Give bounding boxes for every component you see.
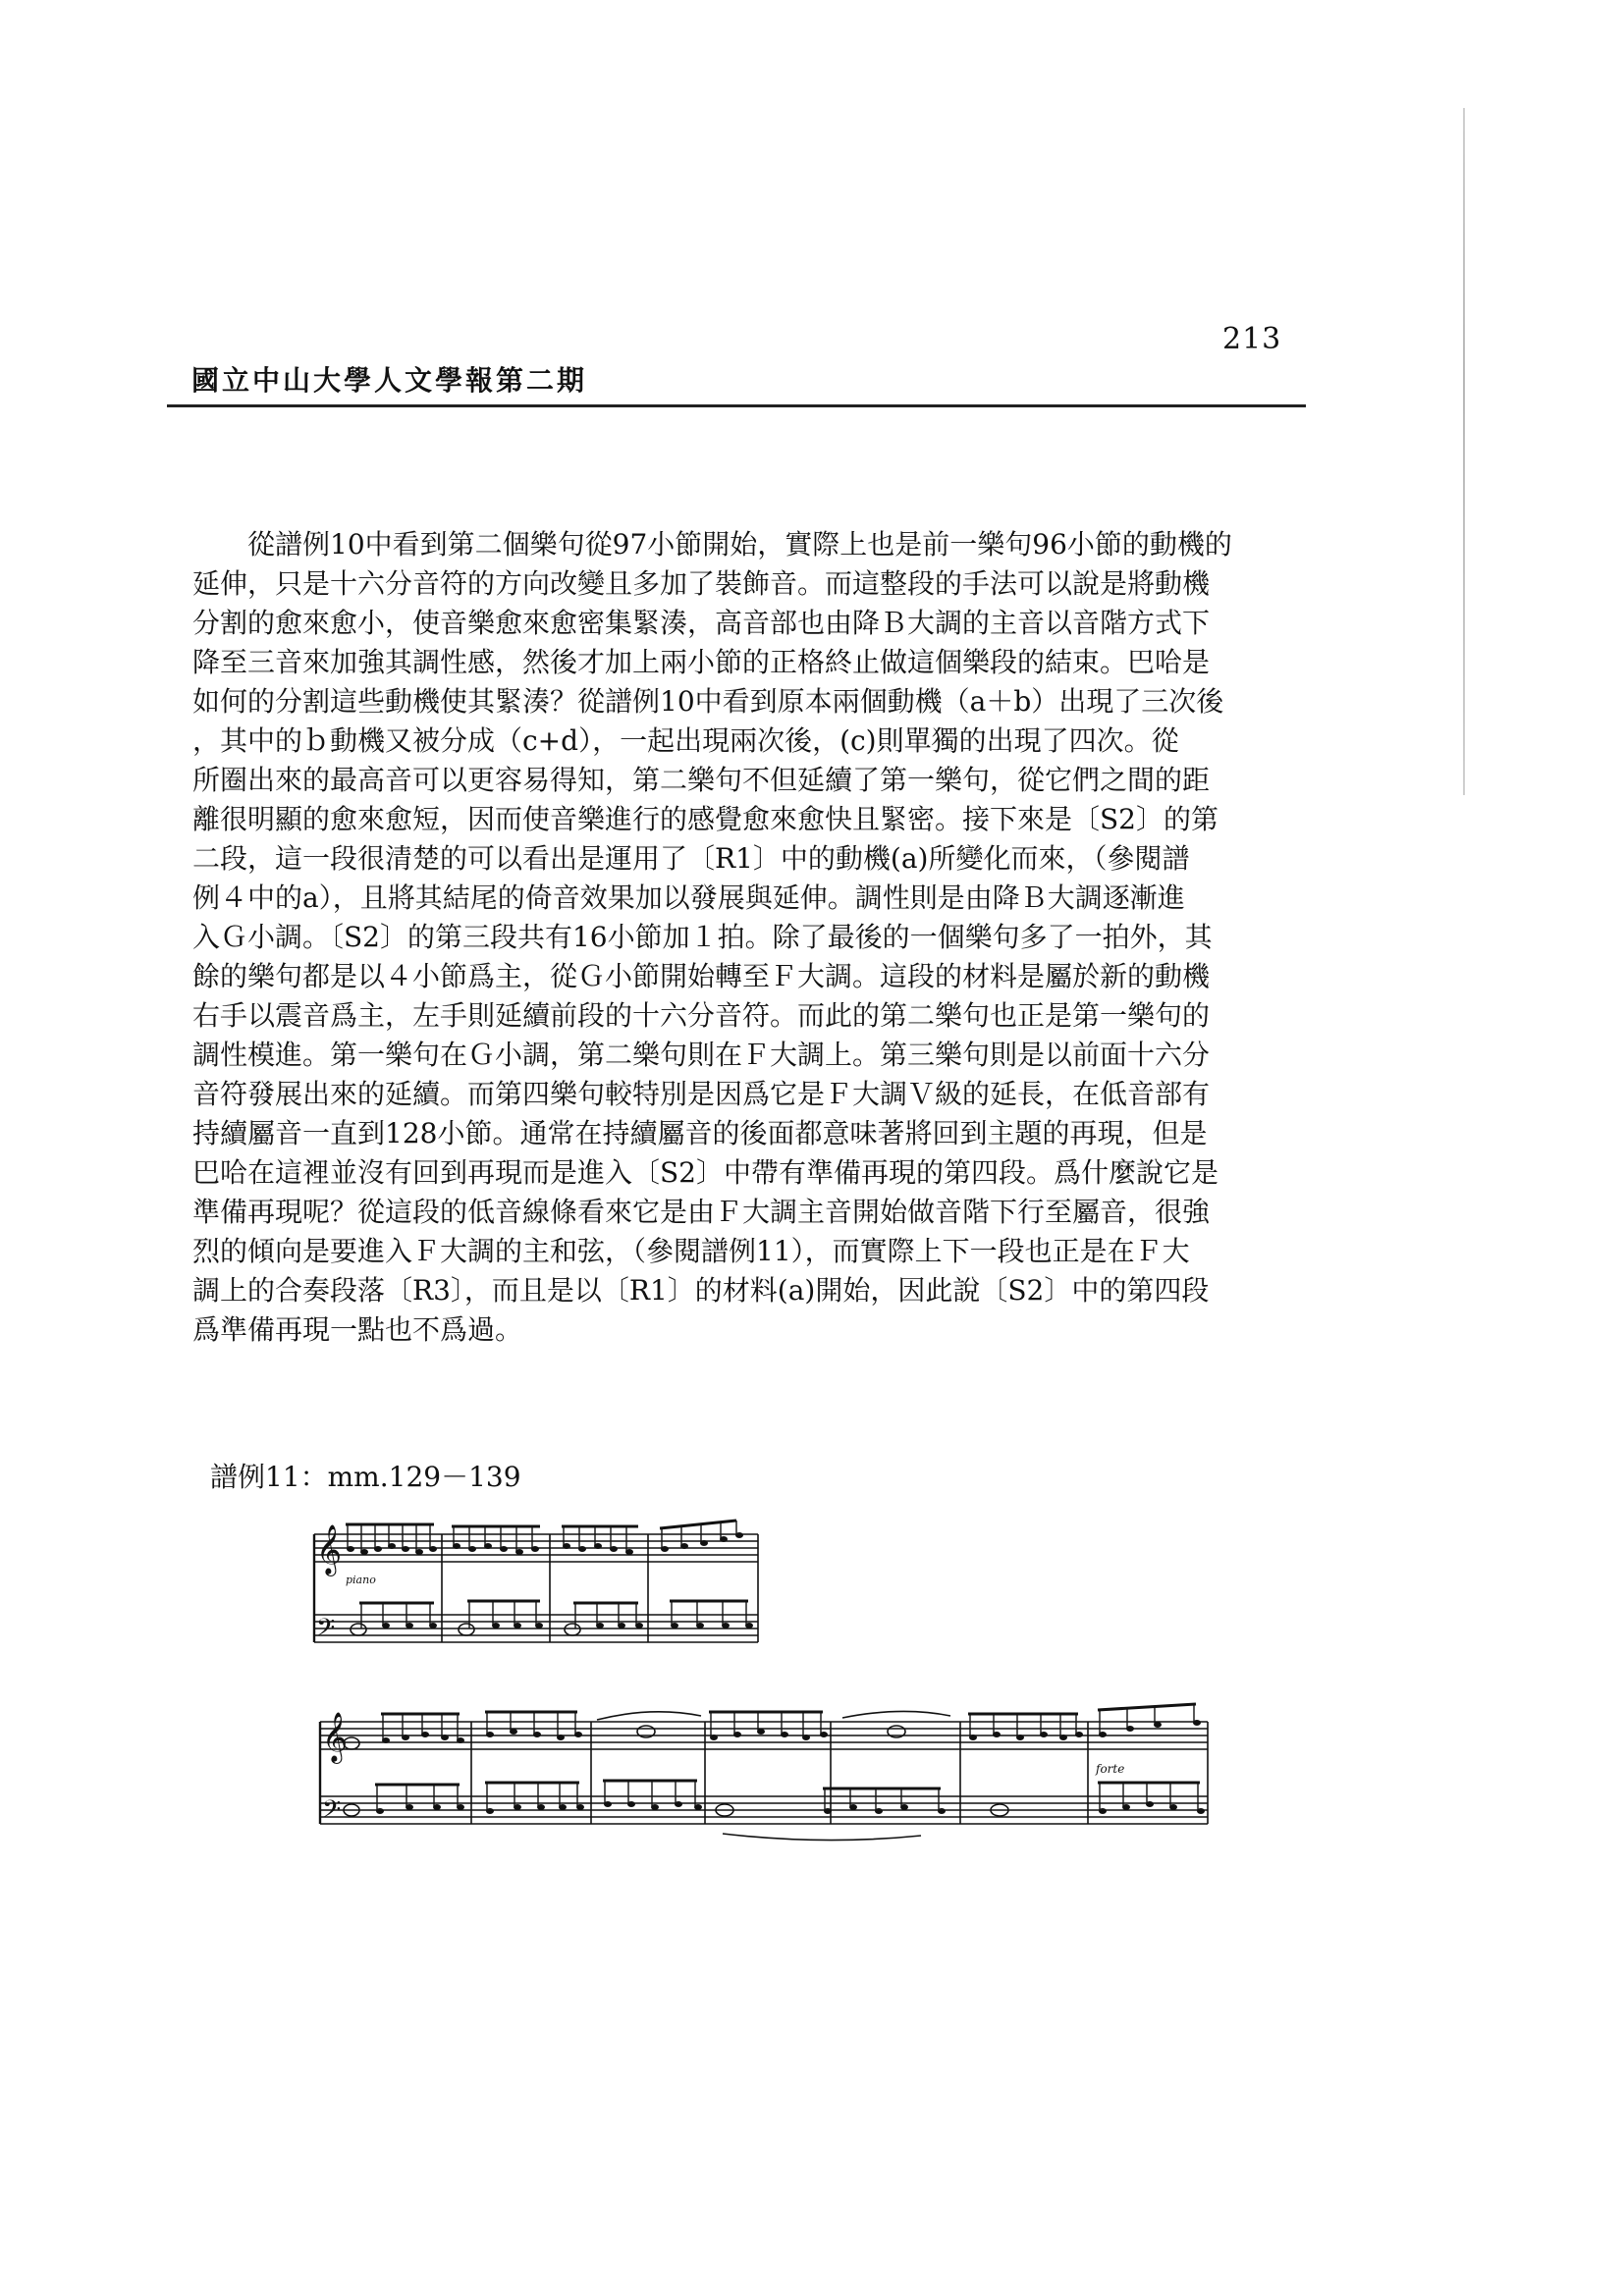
- body-line: 例４中的a），且將其結尾的倚音效果加以發展與延伸。調性則是由降Ｂ大調逐漸進: [192, 881, 1185, 914]
- body-line: 烈的傾向是要進入Ｆ大調的主和弦，（參閱譜例11），而實際上下一段也正是在Ｆ大: [192, 1235, 1190, 1267]
- music-example-system-2: [312, 1700, 1216, 1847]
- body-line: 巴哈在這裡並沒有回到再現而是進入〔S2〕中帶有準備再現的第四段。爲什麼說它是: [192, 1156, 1219, 1189]
- dynamic-piano: piano: [346, 1574, 376, 1586]
- svg-text:𝄞: 𝄞: [316, 1524, 343, 1575]
- svg-text:𝄢: 𝄢: [322, 1795, 342, 1830]
- body-line: 持續屬音一直到128小節。通常在持續屬音的後面都意味著將回到主題的再現，但是: [192, 1117, 1208, 1149]
- scan-edge-shadow: [1463, 108, 1465, 795]
- body-line: 二段，這一段很清楚的可以看出是運用了〔R1〕中的動機(a)所變化而來，（參閱譜: [192, 842, 1190, 875]
- body-line: 右手以震音爲主，左手則延續前段的十六分音符。而此的第二樂句也正是第一樂句的: [192, 999, 1211, 1032]
- body-line: 調性模進。第一樂句在Ｇ小調，第二樂句則在Ｆ大調上。第三樂句則是以前面十六分: [192, 1039, 1211, 1071]
- body-line: 離很明顯的愈來愈短，因而使音樂進行的感覺愈來愈快且緊密。接下來是〔S2〕的第: [192, 803, 1219, 835]
- body-line: 準備再現呢？從這段的低音線條看來它是由Ｆ大調主音開始做音階下行至屬音，很強: [192, 1196, 1211, 1228]
- score-system-1-image: [304, 1517, 766, 1664]
- body-line: 分割的愈來愈小，使音樂愈來愈密集緊湊，高音部也由降Ｂ大調的主音以音階方式下: [192, 607, 1211, 639]
- body-line: 爲準備再現一點也不爲過。: [192, 1313, 523, 1346]
- body-line: 所圈出來的最高音可以更容易得知，第二樂句不但延續了第一樂句，從它們之間的距: [192, 764, 1211, 796]
- running-head: 國立中山大學人文學報第二期: [191, 364, 588, 397]
- body-line: 餘的樂句都是以４小節爲主，從Ｇ小節開始轉至Ｆ大調。這段的材料是屬於新的動機: [192, 960, 1211, 992]
- svg-text:𝄞: 𝄞: [322, 1712, 349, 1762]
- page-number: 213: [1222, 322, 1282, 356]
- header-rule: [167, 404, 1306, 407]
- body-paragraph: [192, 525, 1282, 1350]
- svg-text:𝄢: 𝄢: [316, 1614, 336, 1648]
- body-line: 調上的合奏段落〔R3〕，而且是以〔R1〕的材料(a)開始，因此說〔S2〕中的第四段: [192, 1274, 1210, 1307]
- body-line: ，其中的ｂ動機又被分成（c+d），一起出現兩次後，(c)則單獨的出現了四次。從: [192, 724, 1179, 757]
- example-caption: 譜例11：mm.129－139: [210, 1461, 521, 1493]
- music-example-system-1: [304, 1517, 766, 1664]
- body-line: 音符發展出來的延續。而第四樂句較特別是因爲它是Ｆ大調Ｖ級的延長，在低音部有: [192, 1078, 1211, 1110]
- body-line: 延伸，只是十六分音符的方向改變且多加了裝飾音。而這整段的手法可以說是將動機: [192, 567, 1211, 600]
- dynamic-forte: forte: [1096, 1762, 1125, 1776]
- body-line: 降至三音來加強其調性感，然後才加上兩小節的正格終止做這個樂段的結束。巴哈是: [192, 646, 1211, 678]
- body-line: 如何的分割這些動機使其緊湊？從譜例10中看到原本兩個動機（a＋b）出現了三次後: [192, 685, 1224, 718]
- score-system-2-image: [312, 1700, 1216, 1847]
- body-line: 入Ｇ小調。〔S2〕的第三段共有16小節加１拍。除了最後的一個樂句多了一拍外，其: [192, 921, 1213, 953]
- body-line: 從譜例10中看到第二個樂句從97小節開始，實際上也是前一樂句96小節的動機的: [247, 528, 1232, 561]
